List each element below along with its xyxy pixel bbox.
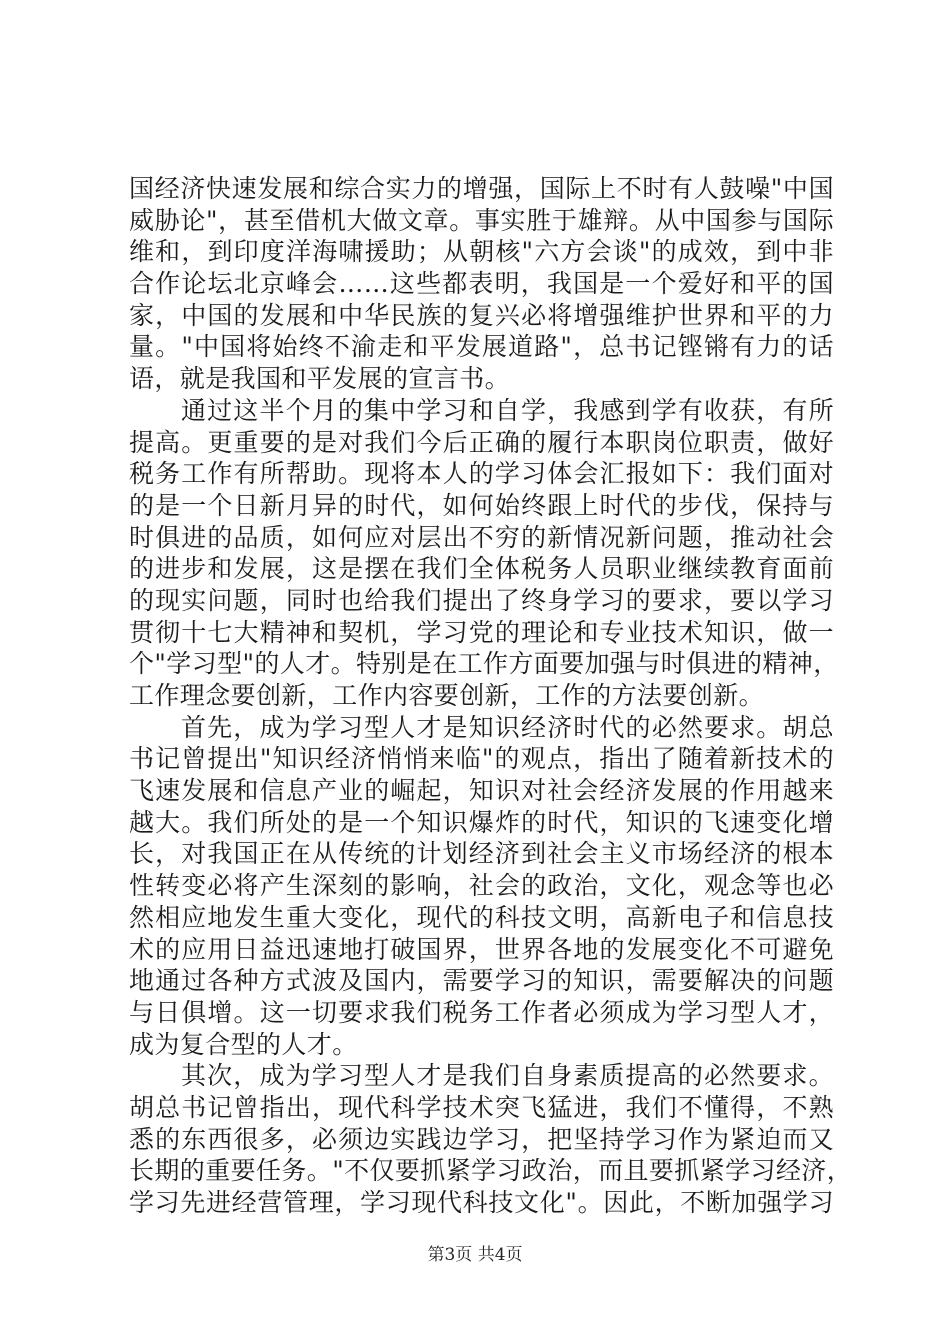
text-line: 长，对我国正在从传统的计划经济到社会主义市场经济的根本 — [129, 839, 834, 869]
text-line: 悉的东西很多，必须边实践边学习，把坚持学习作为紧迫而又 — [129, 1124, 834, 1154]
text-line: 学习先进经营管理，学习现代科技文化"。因此，不断加强学习 — [129, 1188, 834, 1217]
text-line: 其次，成为学习型人才是我们自身素质提高的必然要求。 — [181, 1061, 834, 1091]
text-line: 个"学习型"的人才。特别是在工作方面要加强与时俱进的精神， — [129, 649, 839, 679]
text-line: 贯彻十七大精神和契机，学习党的理论和专业技术知识，做一 — [129, 617, 834, 647]
text-line: 税务工作有所帮助。现将本人的学习体会汇报如下：我们面对 — [129, 459, 834, 489]
text-line: 威胁论"，甚至借机大做文章。事实胜于雄辩。从中国参与国际 — [129, 205, 834, 235]
text-line: 地通过各种方式波及国内，需要学习的知识，需要解决的问题 — [129, 966, 834, 996]
text-line: 书记曾提出"知识经济悄悄来临"的观点，指出了随着新技术的 — [129, 744, 834, 774]
text-line: 工作理念要创新，工作内容要创新，工作的方法要创新。 — [129, 681, 765, 710]
text-line: 与日俱增。这一切要求我们税务工作者必须成为学习型人才， — [129, 997, 834, 1027]
text-line: 的现实问题，同时也给我们提出了终身学习的要求，要以学习 — [129, 585, 834, 615]
page-footer: 第3页 共4页 — [427, 1245, 523, 1265]
text-line: 胡总书记曾指出，现代科学技术突飞猛进，我们不懂得，不熟 — [129, 1092, 834, 1122]
text-line: 国经济快速发展和综合实力的增强，国际上不时有人鼓噪"中国 — [129, 174, 834, 203]
text-line: 然相应地发生重大变化，现代的科技文明，高新电子和信息技 — [129, 902, 834, 932]
text-line: 通过这半个月的集中学习和自学，我感到学有收获，有所 — [181, 395, 834, 425]
text-line: 维和，到印度洋海啸援助；从朝核"六方会谈"的成效，到中非 — [129, 237, 834, 267]
text-line: 的是一个日新月异的时代，如何始终跟上时代的步伐，保持与 — [129, 490, 834, 520]
text-line: 量。"中国将始终不渝走和平发展道路"，总书记铿锵有力的话 — [129, 332, 834, 362]
text-line: 语，就是我国和平发展的宣言书。 — [129, 364, 511, 394]
text-line: 的进步和发展，这是摆在我们全体税务人员职业继续教育面前 — [129, 554, 834, 584]
body-text — [129, 173, 853, 1219]
text-line: 成为复合型的人才。 — [129, 1029, 358, 1059]
text-line: 家，中国的发展和中华民族的复兴必将增强维护世界和平的力 — [129, 300, 834, 330]
text-line: 越大。我们所处的是一个知识爆炸的时代，知识的飞速变化增 — [129, 807, 834, 837]
text-line: 首先，成为学习型人才是知识经济时代的必然要求。胡总 — [181, 712, 834, 742]
text-line: 术的应用日益迅速地打破国界，世界各地的发展变化不可避免 — [129, 934, 834, 964]
text-line: 性转变必将产生深刻的影响，社会的政治，文化，观念等也必 — [129, 871, 834, 901]
text-line: 提高。更重要的是对我们今后正确的履行本职岗位职责，做好 — [129, 427, 834, 457]
text-line: 飞速发展和信息产业的崛起，知识对社会经济发展的作用越来 — [129, 776, 834, 806]
text-line: 长期的重要任务。"不仅要抓紧学习政治，而且要抓紧学习经济， — [129, 1156, 853, 1186]
text-line: 时俱进的品质，如何应对层出不穷的新情况新问题，推动社会 — [129, 522, 834, 552]
text-line: 合作论坛北京峰会……这些都表明，我国是一个爱好和平的国 — [129, 269, 834, 299]
